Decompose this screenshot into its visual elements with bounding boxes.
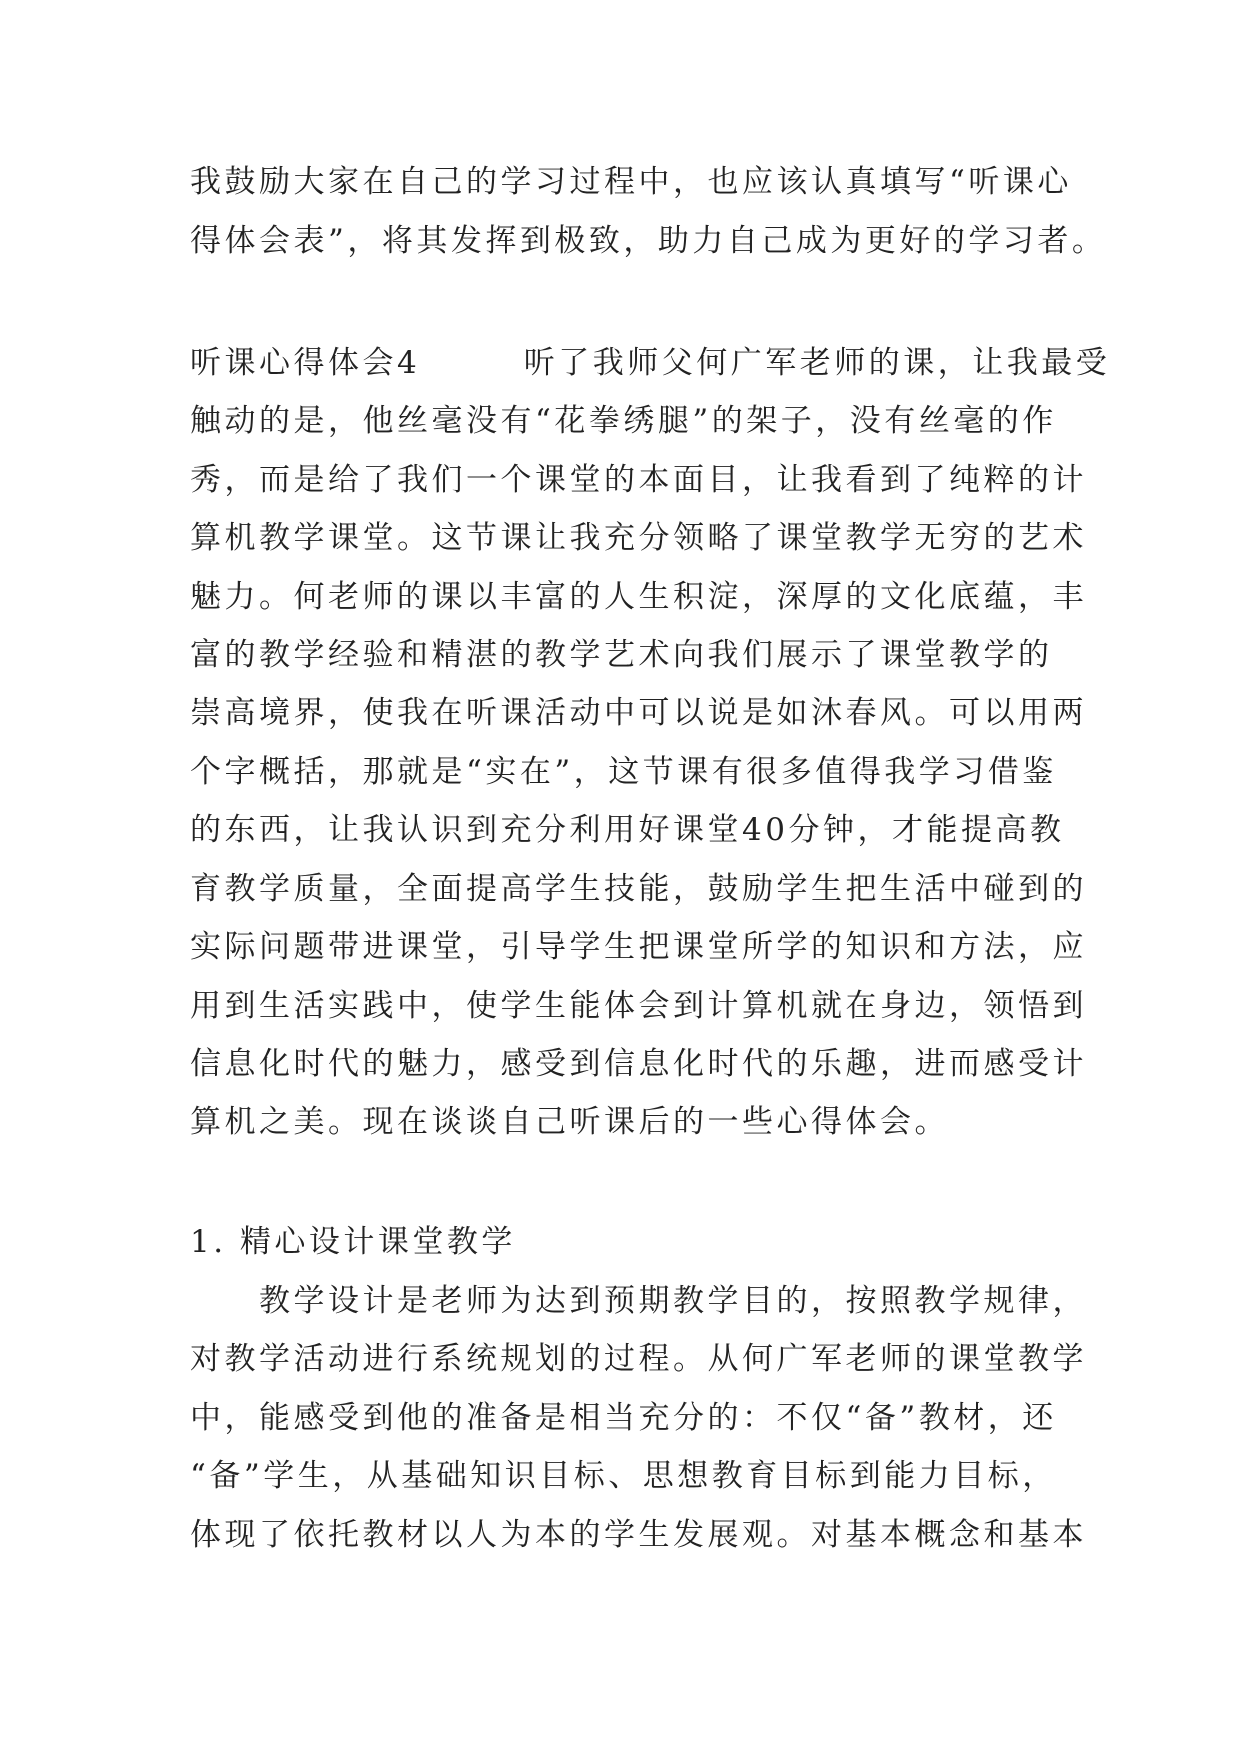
section-heading-line: 听课心得体会4 听了我师父何广军老师的课，让我最受 [190,345,1111,381]
text-line-11: 的东西，让我认识到充分利用好课堂40分钟，才能提高教 [190,812,1065,848]
text-line-15: 信息化时代的魅力，感受到信息化时代的乐趣，进而感受计 [190,1046,1087,1082]
text-line-19: 对教学活动进行系统规划的过程。从何广军老师的课堂教学 [190,1341,1087,1377]
subheading-line: 1. 精心设计课堂教学 [190,1224,516,1260]
text-line-8: 富的教学经验和精湛的教学艺术向我们展示了课堂教学的 [190,637,1053,673]
text-line-13: 实际问题带进课堂，引导学生把课堂所学的知识和方法，应 [190,929,1087,965]
text-line-1: 我鼓励大家在自己的学习过程中，也应该认真填写“听课心 [190,164,1072,200]
text-line-14: 用到生活实践中，使学生能体会到计算机就在身边，领悟到 [190,988,1087,1024]
text-line-10: 个字概括，那就是“实在”，这节课有很多值得我学习借鉴 [190,754,1057,790]
text-line-20: 中，能感受到他的准备是相当充分的：不仅“备”教材，还 [190,1400,1057,1436]
text-line-5: 秀，而是给了我们一个课堂的本面目，让我看到了纯粹的计 [190,462,1087,498]
text-line-9: 崇高境界，使我在听课活动中可以说是如沐春风。可以用两 [190,695,1087,731]
text-line-18: 教学设计是老师为达到预期教学目的，按照教学规律， [190,1283,1087,1319]
text-line-12: 育教学质量，全面提高学生技能，鼓励学生把生活中碰到的 [190,871,1087,907]
text-line-7: 魅力。何老师的课以丰富的人生积淀，深厚的文化底蕴，丰 [190,579,1087,615]
text-line-21: “备”学生，从基础知识目标、思想教育目标到能力目标， [190,1458,1057,1494]
text-line-22: 体现了依托教材以人为本的学生发展观。对基本概念和基本 [190,1517,1087,1553]
text-line-2: 得体会表”，将其发挥到极致，助力自己成为更好的学习者。 [190,223,1107,259]
text-line-6: 算机教学课堂。这节课让我充分领略了课堂教学无穷的艺术 [190,520,1087,556]
text-line-16: 算机之美。现在谈谈自己听课后的一些心得体会。 [190,1104,949,1140]
text-line-4: 触动的是，他丝毫没有“花拳绣腿”的架子，没有丝毫的作 [190,403,1057,439]
